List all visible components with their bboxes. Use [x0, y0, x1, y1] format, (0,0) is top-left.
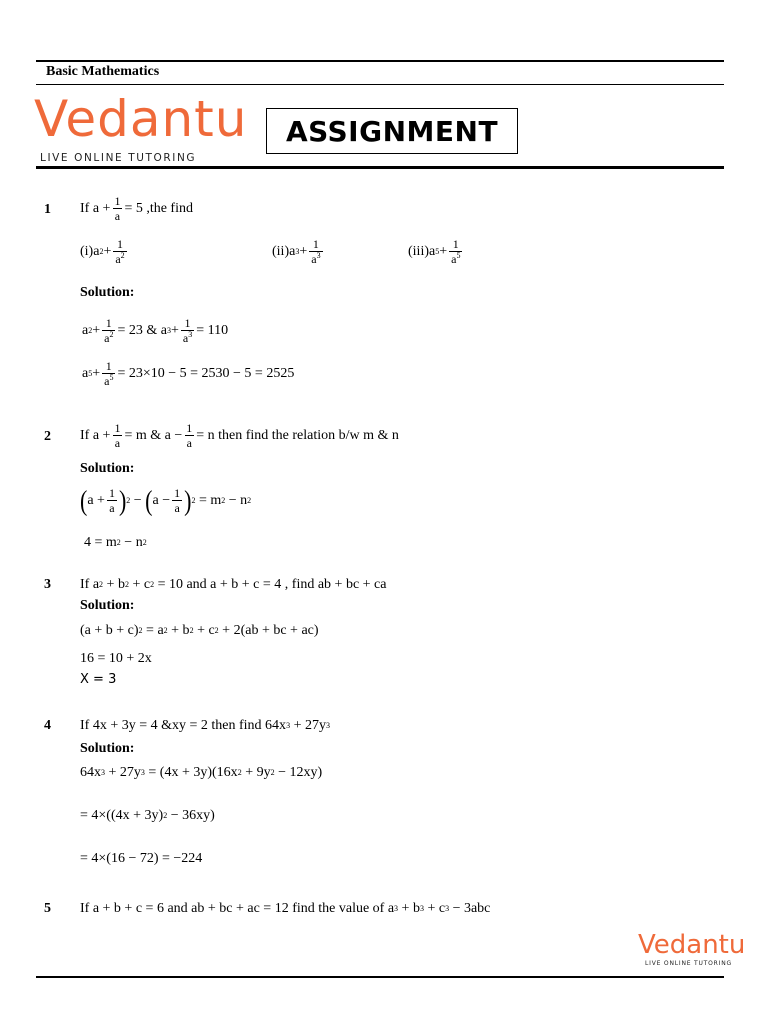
- question-1-text: If a + $\frac{1}{a}$ = 5 ,the find: [80, 194, 193, 223]
- question-1-part-ii: (ii)a 3 + $\frac{1}{a^3}$: [272, 237, 321, 266]
- solution-3-step-2: 16 = 10 + 2x: [80, 651, 152, 666]
- question-3-text: If a 2 + b 2 + c 2 = 10 and a + b + c = 4 , find ab + bc + ca: [80, 577, 387, 592]
- solution-label: Solution:: [80, 461, 135, 476]
- question-1-part-iii: (iii)a 5 + $\frac{1}{a^5}$: [408, 237, 461, 266]
- footer-logo-tagline: LIVE ONLINE TUTORING: [645, 960, 732, 967]
- assignment-banner: [266, 108, 518, 154]
- question-number: 1: [44, 202, 51, 217]
- question-1-part-i: (i)a 2 + $\frac{1}{a^2}$: [80, 237, 125, 266]
- solution-label: Solution:: [80, 741, 135, 756]
- solution-label: Solution:: [80, 598, 135, 613]
- logo-tagline: LIVE ONLINE TUTORING: [40, 152, 197, 164]
- solution-4-step-1: 64x 3 + 27y 3 = (4x + 3y)(16x 2 + 9y 2 − 12xy): [80, 765, 323, 780]
- solution-4-step-2: = 4×((4x + 3y) 2 − 36xy): [80, 808, 215, 823]
- thick-rule: [36, 166, 724, 169]
- vedantu-logo: Vedantu: [34, 90, 248, 148]
- page-header-title: Basic Mathematics: [46, 64, 160, 79]
- question-4-text: If 4x + 3y = 4 &xy = 2 then find 64x 3 + 27y 3: [80, 718, 330, 733]
- solution-2-step-2: 4 = m 2 − n 2: [84, 535, 147, 550]
- question-number: 2: [44, 429, 51, 444]
- solution-3-step-3: X = 3: [80, 672, 117, 687]
- question-5-text: If a + b + c = 6 and ab + bc + ac = 12 find the value of a 3 + b 3 + c 3 − 3abc: [80, 901, 491, 916]
- assignment-label: ASSIGNMENT: [285, 114, 499, 148]
- solution-1-step-2: a 5 + $\frac{1}{a^5}$ = 23×10 − 5 = 2530 − 5 = 2525: [82, 359, 295, 388]
- solution-label: Solution:: [80, 285, 135, 300]
- question-number: 4: [44, 718, 51, 733]
- solution-1-step-1: a 2 + $\frac{1}{a^2}$ = 23 & a 3 + $\frac{1}{a^3}$ = 110: [82, 316, 229, 345]
- header-rule: [36, 84, 724, 85]
- question-number: 5: [44, 901, 51, 916]
- question-2-text: If a + $\frac{1}{a}$ = m & a − $\frac{1}{a}$ = n then find the relation b/w m & n: [80, 421, 399, 450]
- solution-2-step-1: ( a + $\frac{1}{a}$ ) 2 − ( a − $\frac{1}{a}$ ) 2 = m 2 − n 2: [80, 483, 252, 517]
- footer-rule: [36, 976, 724, 978]
- solution-3-step-1: (a + b + c) 2 = a 2 + b 2 + c 2 + 2(ab + bc + ac): [80, 623, 319, 638]
- top-rule: [36, 60, 724, 62]
- footer-vedantu-logo: Vedantu: [638, 930, 746, 960]
- question-number: 3: [44, 577, 51, 592]
- solution-4-step-3: = 4×(16 − 72) = −224: [80, 851, 203, 866]
